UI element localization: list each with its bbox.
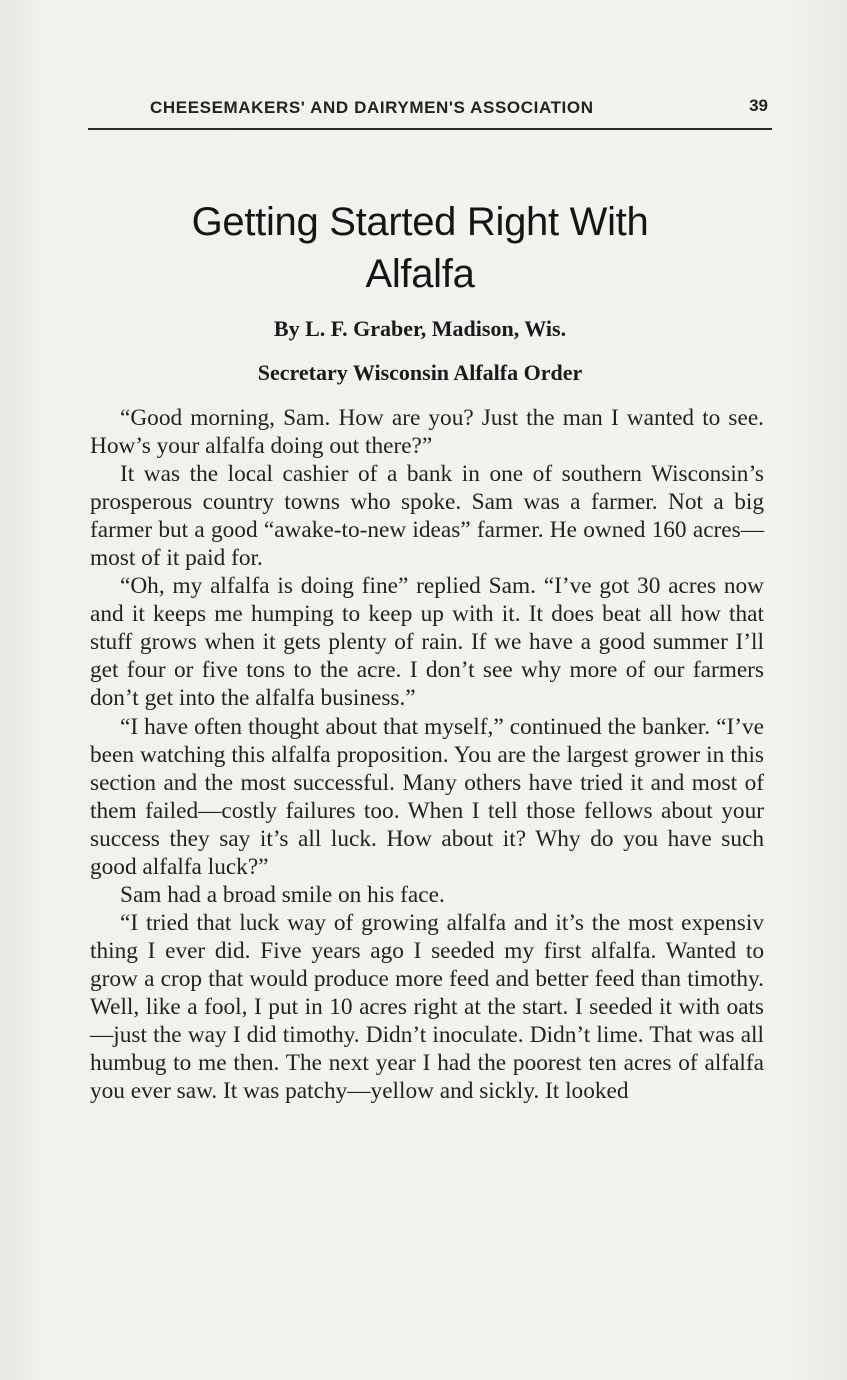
paragraph-6: “I tried that luck way of growing alfalfa and it’s the most expensiv thing I ever did. Five years ago I seeded my first alfalfa. Wanted to grow a crop that would produce more feed and better feed than timothy. Well, like a fool, I put in 10 acres right at the start. I seeded it with oats—just the way I did timothy. Didn’t inoculate. Didn’t lime. That was all humbug to me then. The next year I had the poorest ten acres of alfalfa you ever saw. It was patchy—yellow and sickly. It looked — [90, 909, 764, 1105]
article-title — [110, 196, 730, 300]
paragraph-2: It was the local cashier of a bank in one of southern Wisconsin’s prosperous country towns who spoke. Sam was a farmer. Not a big farmer but a good “awake-to-new ideas” farmer. He owned 160 acres—most of it paid for. — [90, 461, 764, 572]
article-body — [90, 404, 764, 1105]
paragraph-5: Sam had a broad smile on his face. — [120, 881, 445, 908]
paragraph-3: “Oh, my alfalfa is doing fine” replied Sam. “I’ve got 30 acres now and it keeps me humping to keep up with it. It does beat all how that stuff grows when it gets plenty of rain. If we have a good summer I’ll get four or five tons to the acre. I don’t see why more of our farmers don’t get into the alfalfa business.” — [90, 573, 764, 712]
article-title-line-2: Alfalfa — [365, 252, 475, 296]
article-title-line-1: Getting Started Right With — [191, 200, 649, 244]
paragraph-1: “Good morning, Sam. How are you? Just the man I wanted to see. How’s your alfalfa doing out there?” — [90, 405, 764, 460]
author-byline: By L. F. Graber, Madison, Wis. — [273, 316, 567, 341]
paragraph-4: “I have often thought about that myself,” continued the banker. “I’ve been watching this alfalfa proposition. You are the largest grower in this section and the most successful. Many others have tried it and most of them failed—costly failures too. When I tell those fellows about your success they say it’s all luck. How about it? Why do you have such good alfalfa luck?” — [90, 713, 764, 880]
running-header — [88, 94, 772, 130]
page-number: 39 — [749, 96, 768, 115]
running-title: CHEESEMAKERS' AND DAIRYMEN'S ASSOCIATION — [150, 98, 594, 117]
author-affiliation: Secretary Wisconsin Alfalfa Order — [257, 360, 583, 385]
